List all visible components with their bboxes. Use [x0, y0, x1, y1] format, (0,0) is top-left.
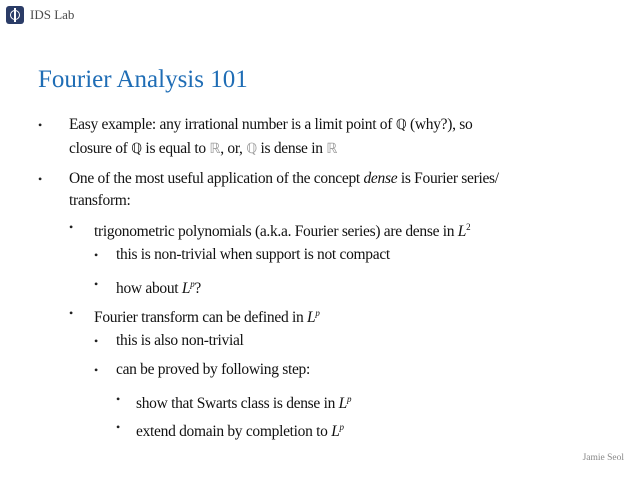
bullet-dot: •: [94, 277, 99, 291]
rationals-symbol: ℚ: [395, 117, 407, 133]
bullet-2-line-1: One of the most useful application of the concept dense is Fourier series/: [69, 170, 499, 187]
bullet-2-2-2: can be proved by following step:: [116, 361, 311, 378]
bullet-2-1: trigonometric polynomials (a.k.a. Fourier series) are dense in $L^2$: [94, 222, 471, 241]
slide-title: Fourier Analysis 101: [38, 66, 248, 93]
lab-name: IDS Lab: [30, 7, 75, 22]
bullet-1-line-2: closure of ℚ is equal to ℝ, or, ℚ is dense in ℝ: [69, 140, 338, 157]
bullet-dot: •: [38, 172, 43, 186]
bullet-dot: •: [69, 306, 74, 320]
bullet-1-line-1: Easy example: any irrational number is a limit point of ℚ (why?), so: [69, 116, 473, 133]
author-footer: Jamie Seol: [582, 453, 624, 463]
bullet-2-2-2-1: show that Swarts class is dense in $L^p$: [136, 394, 352, 413]
bullet-2-1-2: how about $L^p$?: [116, 279, 202, 298]
university-seal-icon: [6, 6, 24, 24]
bullet-dot: •: [116, 420, 121, 434]
reals-symbol: ℝ: [326, 141, 338, 157]
bullet-dot: •: [94, 363, 99, 377]
lab-header: [6, 6, 74, 24]
bullet-2-2: Fourier transform can be defined in $L^p$: [94, 308, 320, 327]
bullet-dot: •: [38, 118, 43, 132]
bullet-dot: •: [69, 220, 74, 234]
bullet-dot: •: [94, 334, 99, 348]
reals-symbol: ℝ: [209, 141, 221, 157]
bullet-2-line-2: transform:: [69, 192, 131, 209]
bullet-2-2-2-2: extend domain by completion to $L^p$: [136, 422, 344, 441]
bullet-dot: •: [116, 392, 121, 406]
rationals-symbol: ℚ: [246, 141, 257, 157]
bullet-2-2-1: this is also non-trivial: [116, 332, 244, 349]
rationals-symbol: ℚ: [131, 141, 142, 157]
bullet-2-1-1: this is non-trivial when support is not compact: [116, 246, 390, 263]
bullet-dot: •: [94, 248, 99, 262]
